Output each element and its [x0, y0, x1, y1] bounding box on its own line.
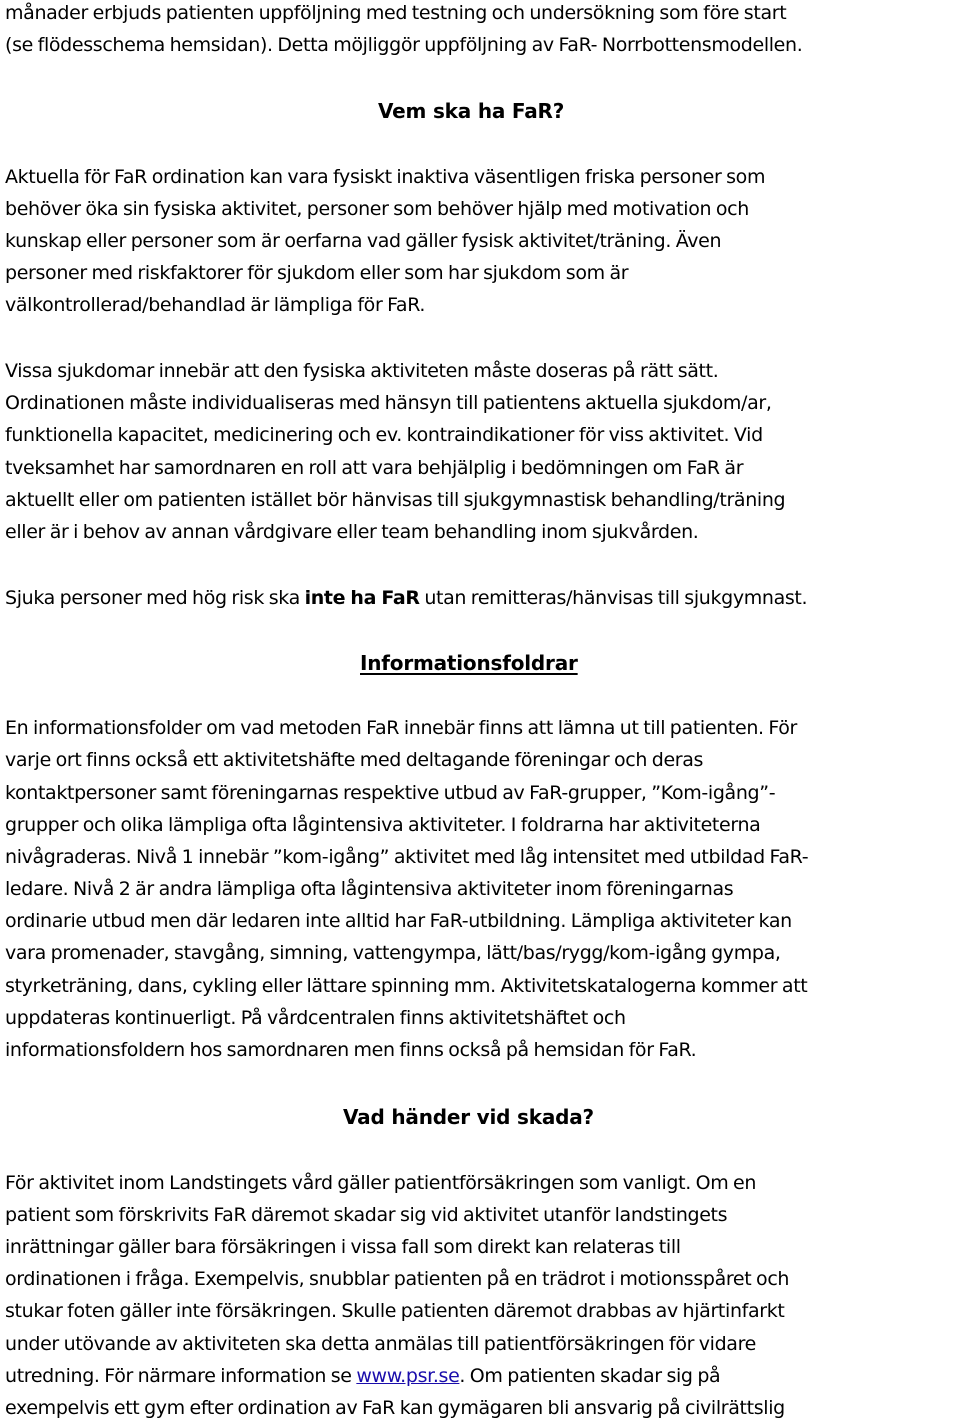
paragraph-line: månader erbjuds patienten uppföljning med testning och undersökning som före start [5, 2, 787, 24]
paragraph-line: (se flödesschema hemsidan). Detta möjliggör uppföljning av FaR- Norrbottensmodellen. [5, 34, 803, 56]
paragraph-line: kontaktpersoner samt föreningarnas respektive utbud av FaR-grupper, ”Kom-igång”- [5, 782, 776, 804]
paragraph-line: uppdateras kontinuerligt. På vårdcentralen finns aktivitetshäftet och [5, 1007, 626, 1029]
heading-vad-hander-vid-skada: Vad händer vid skada? [343, 1105, 594, 1129]
paragraph-line: eller är i behov av annan vårdgivare eller team behandling inom sjukvården. [5, 521, 699, 543]
paragraph-line: vara promenader, stavgång, simning, vattengympa, lätt/bas/rygg/kom-igång gympa, [5, 942, 781, 964]
paragraph-line: informationsfoldern hos samordnaren men finns också på hemsidan för FaR. [5, 1039, 697, 1061]
paragraph-line: ordinationen i fråga. Exempelvis, snubblar patienten på en trädrot i motionsspåret och [5, 1268, 790, 1290]
heading-vem-ska-ha-far: Vem ska ha FaR? [378, 99, 565, 123]
paragraph-line: Ordinationen måste individualiseras med hänsyn till patientens aktuella sjukdom/ar, [5, 392, 772, 414]
sjuka-text-before: Sjuka personer med hög risk ska [5, 587, 305, 609]
paragraph-line: För aktivitet inom Landstingets vård gäller patientförsäkringen som vanligt. Om en [5, 1172, 757, 1194]
paragraph-line: funktionella kapacitet, medicinering och ev. kontraindikationer för viss aktivitet. Vid [5, 424, 763, 446]
paragraph-line: ledare. Nivå 2 är andra lämpliga ofta lågintensiva aktiviteter inom föreningarnas [5, 878, 734, 900]
paragraph-line: behöver öka sin fysiska aktivitet, personer som behöver hjälp med motivation och [5, 198, 749, 220]
paragraph-line: nivågraderas. Nivå 1 innebär ”kom-igång” aktivitet med låg intensitet med utbildad FaR- [5, 846, 809, 868]
paragraph-line: stukar foten gäller inte försäkringen. Skulle patienten däremot drabbas av hjärtinfarkt [5, 1300, 785, 1322]
paragraph-line: aktuellt eller om patienten istället bör hänvisas till sjukgymnastisk behandling/träning [5, 489, 786, 511]
paragraph-line: patient som förskrivits FaR däremot skadar sig vid aktivitet utanför landstingets [5, 1204, 728, 1226]
sjuka-personer-line [5, 586, 807, 610]
paragraph-line: Vissa sjukdomar innebär att den fysiska aktiviteten måste doseras på rätt sätt. [5, 360, 719, 382]
utredning-text-after: . Om patienten skadar sig på [459, 1365, 721, 1387]
utredning-line [5, 1364, 720, 1388]
paragraph-line: ordinarie utbud men där ledaren inte alltid har FaR-utbildning. Lämpliga aktiviteter kan [5, 910, 792, 932]
paragraph-line: varje ort finns också ett aktivitetshäfte med deltagande föreningar och deras [5, 749, 704, 771]
paragraph-line: Aktuella för FaR ordination kan vara fysiskt inaktiva väsentligen friska personer som [5, 166, 766, 188]
paragraph-line: inrättningar gäller bara försäkringen i vissa fall som direkt kan relateras till [5, 1236, 681, 1258]
sjuka-text-bold: inte ha FaR [304, 587, 420, 609]
utredning-text-before: utredning. För närmare information se [5, 1365, 357, 1387]
paragraph-line: välkontrollerad/behandlad är lämpliga för FaR. [5, 294, 426, 316]
heading-informationsfoldrar: Informationsfoldrar [360, 651, 578, 675]
psr-link[interactable]: www.psr.se [356, 1365, 460, 1387]
paragraph-line: En informationsfolder om vad metoden FaR innebär finns att lämna ut till patienten. För [5, 717, 798, 739]
paragraph-line: exempelvis ett gym efter ordination av FaR kan gymägaren bli ansvarig på civilrättslig [5, 1397, 785, 1419]
paragraph-line: personer med riskfaktorer för sjukdom eller som har sjukdom som är [5, 262, 629, 284]
paragraph-line: styrketräning, dans, cykling eller lättare spinning mm. Aktivitetskatalogerna kommer att [5, 975, 808, 997]
paragraph-line: grupper och olika lämpliga ofta lågintensiva aktiviteter. I foldrarna har aktiviteterna [5, 814, 761, 836]
paragraph-line: tveksamhet har samordnaren en roll att vara behjälplig i bedömningen om FaR är [5, 457, 744, 479]
paragraph-line: kunskap eller personer som är oerfarna vad gäller fysisk aktivitet/träning. Även [5, 230, 722, 252]
paragraph-line: under utövande av aktiviteten ska detta anmälas till patientförsäkringen för vidare [5, 1333, 756, 1355]
sjuka-text-after: utan remitteras/hänvisas till sjukgymnast. [419, 587, 808, 609]
